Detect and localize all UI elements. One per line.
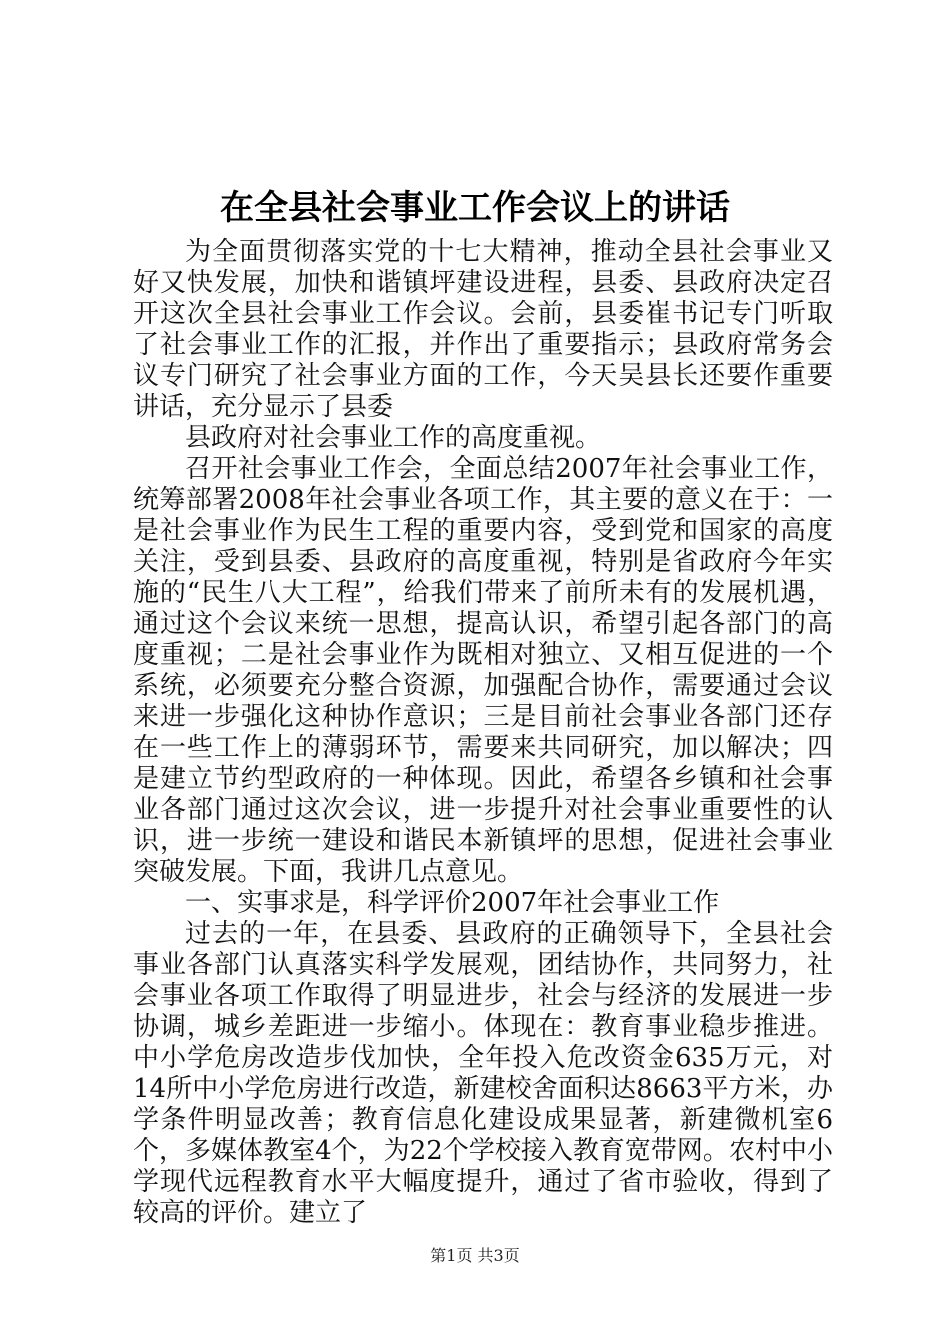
paragraph: 召开社会事业工作会，全面总结2007年社会事业工作，统筹部署2008年社会事业各项工作，其主要的意义在于：一是社会事业作为民生工程的重要内容，受到党和国家的高度关注，受到县委、县政府的高度重视，特别是省政府今年实施的“民生八大工程”，给我们带来了前所未有的发展机遇，通过这个会议来统一思想，提高认识，希望引起各部门的高度重视；二是社会事业作为既相对独立、又相互促进的一个系统，必须要充分整合资源，加强配合协作，需要通过会议来进一步强化这种协作意识；三是目前社会事业各部门还存在一些工作上的薄弱环节，需要来共同研究，加以解决；四是建立节约型政府的一种体现。因此，希望各乡镇和社会事业各部门通过这次会议，进一步提升对社会事业重要性的认识，进一步统一建设和谐民本新镇坪的思想，促进社会事业突破发展。下面，我讲几点意见。 [133,454,833,887]
document-body [133,237,833,1229]
document-title: 在全县社会事业工作会议上的讲话 [220,188,730,228]
page-number: 第1页 [430,1246,473,1265]
page-total: 共3页 [477,1246,520,1265]
paragraph: 县政府对社会事业工作的高度重视。 [185,423,602,453]
page-footer [0,1246,950,1266]
section-heading: 一、实事求是，科学评价2007年社会事业工作 [185,888,720,918]
paragraph: 过去的一年，在县委、县政府的正确领导下，全县社会事业各部门认真落实科学发展观，团结协作，共同努力，社会事业各项工作取得了明显进步，社会与经济的发展进一步协调，城乡差距进一步缩小。体现在：教育事业稳步推进。中小学危房改造步伐加快，全年投入危改资金635万元，对14所中小学危房进行改造，新建校舍面积达8663平方米，办学条件明显改善；教育信息化建设成果显著，新建微机室6个，多媒体教室4个，为22个学校接入教育宽带网。农村中小学现代远程教育水平大幅度提升，通过了省市验收，得到了较高的评价。建立了 [133,919,833,1228]
paragraph: 为全面贯彻落实党的十七大精神，推动全县社会事业又好又快发展，加快和谐镇坪建设进程，县委、县政府决定召开这次全县社会事业工作会议。会前，县委崔书记专门听取了社会事业工作的汇报，并作出了重要指示；县政府常务会议专门研究了社会事业方面的工作，今天吴县长还要作重要讲话，充分显示了县委 [133,237,833,422]
